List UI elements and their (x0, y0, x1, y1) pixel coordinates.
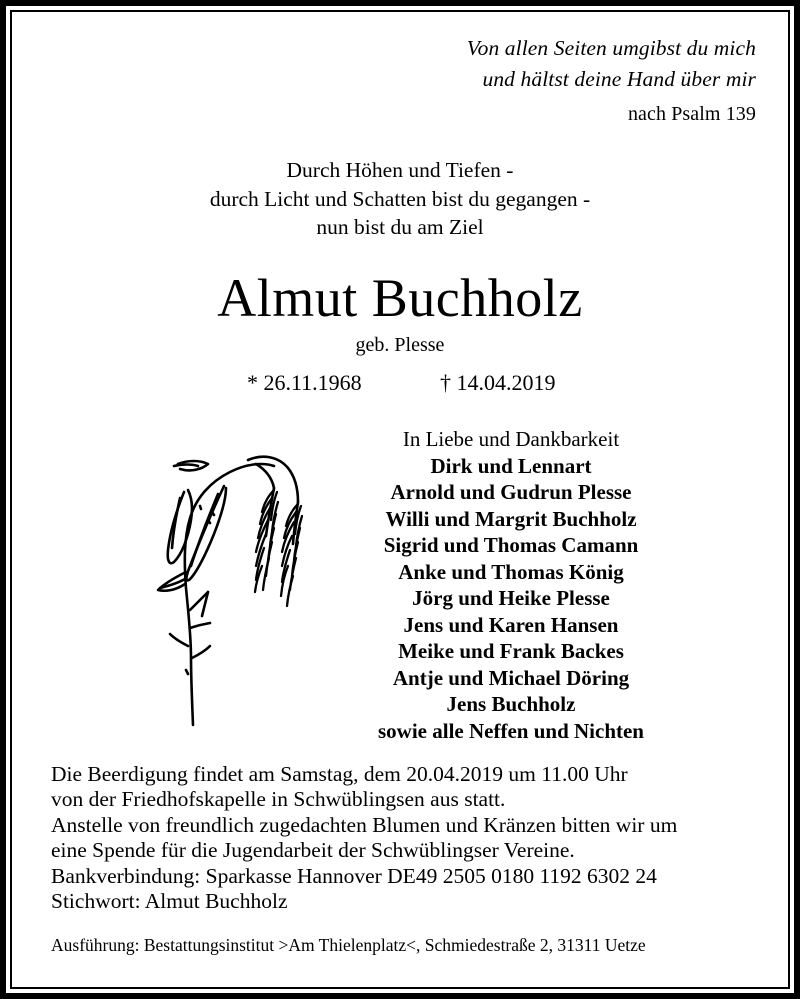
mourner-name: Jörg und Heike Plesse (412, 586, 610, 610)
psalm-quote-line-2: und hältst deine Hand über mir (482, 67, 756, 91)
mourner-name: Jens Buchholz (446, 692, 576, 716)
memorial-verse (6, 156, 794, 242)
memorial-verse-line-1: Durch Höhen und Tiefen - (286, 158, 514, 182)
mourner-name: sowie alle Neffen und Nichten (378, 718, 644, 743)
memorial-verse-line-3: nun bist du am Ziel (316, 215, 484, 239)
funeral-details (51, 762, 756, 914)
mourner-name: Sigrid und Thomas Camann (383, 533, 639, 557)
mourners-intro: In Liebe und Dankbarkeit (402, 427, 620, 451)
life-dates (6, 369, 794, 397)
deceased-maiden-name: geb. Plesse (355, 334, 445, 356)
notice-content (6, 6, 794, 993)
funeral-details-line-4: eine Spende für die Jugendarbeit der Schwüblingser Vereine. (51, 838, 575, 863)
bank-details-line: Bankverbindung: Sparkasse Hannover DE49 2505 0180 1192 6302 24 (51, 863, 657, 888)
psalm-source: nach Psalm 139 (627, 103, 756, 125)
mourner-name: Meike und Frank Backes (398, 639, 624, 663)
grain-stalk-icon (138, 420, 328, 732)
mourner-name: Anke und Thomas König (398, 559, 624, 584)
mourner-name: Antje und Michael Döring (392, 665, 630, 690)
donation-reference-line: Stichwort: Almut Buchholz (51, 889, 288, 914)
mourner-name: Dirk und Lennart (430, 453, 592, 478)
birth-date: * 26.11.1968 (247, 370, 362, 395)
mourner-name: Arnold und Gudrun Plesse (390, 480, 632, 504)
deceased-name: Almut Buchholz (217, 268, 583, 328)
psalm-quote-line-1: Von allen Seiten umgibst du mich (466, 36, 756, 60)
funeral-home-credit: Ausführung: Bestattungsinstitut >Am Thielenplatz<, Schmiedestraße 2, 31311 Uetze (51, 935, 646, 955)
funeral-details-line-2: von der Friedhofskapelle in Schwüblingsen aus statt. (51, 787, 506, 812)
mourner-name: Willi und Margrit Buchholz (385, 506, 637, 531)
psalm-quote (467, 33, 756, 130)
mourners-list (336, 426, 686, 744)
funeral-details-line-3: Anstelle von freundlich zugedachten Blumen und Kränzen bitten wir um (51, 812, 678, 837)
mourner-name: Jens und Karen Hansen (403, 612, 619, 637)
funeral-details-line-1: Die Beerdigung findet am Samstag, dem 20.04.2019 um 11.00 Uhr (51, 762, 628, 786)
death-date: † 14.04.2019 (440, 370, 556, 395)
deceased-name-block (6, 268, 794, 358)
memorial-verse-line-2: durch Licht und Schatten bist du gegangen - (209, 186, 591, 211)
